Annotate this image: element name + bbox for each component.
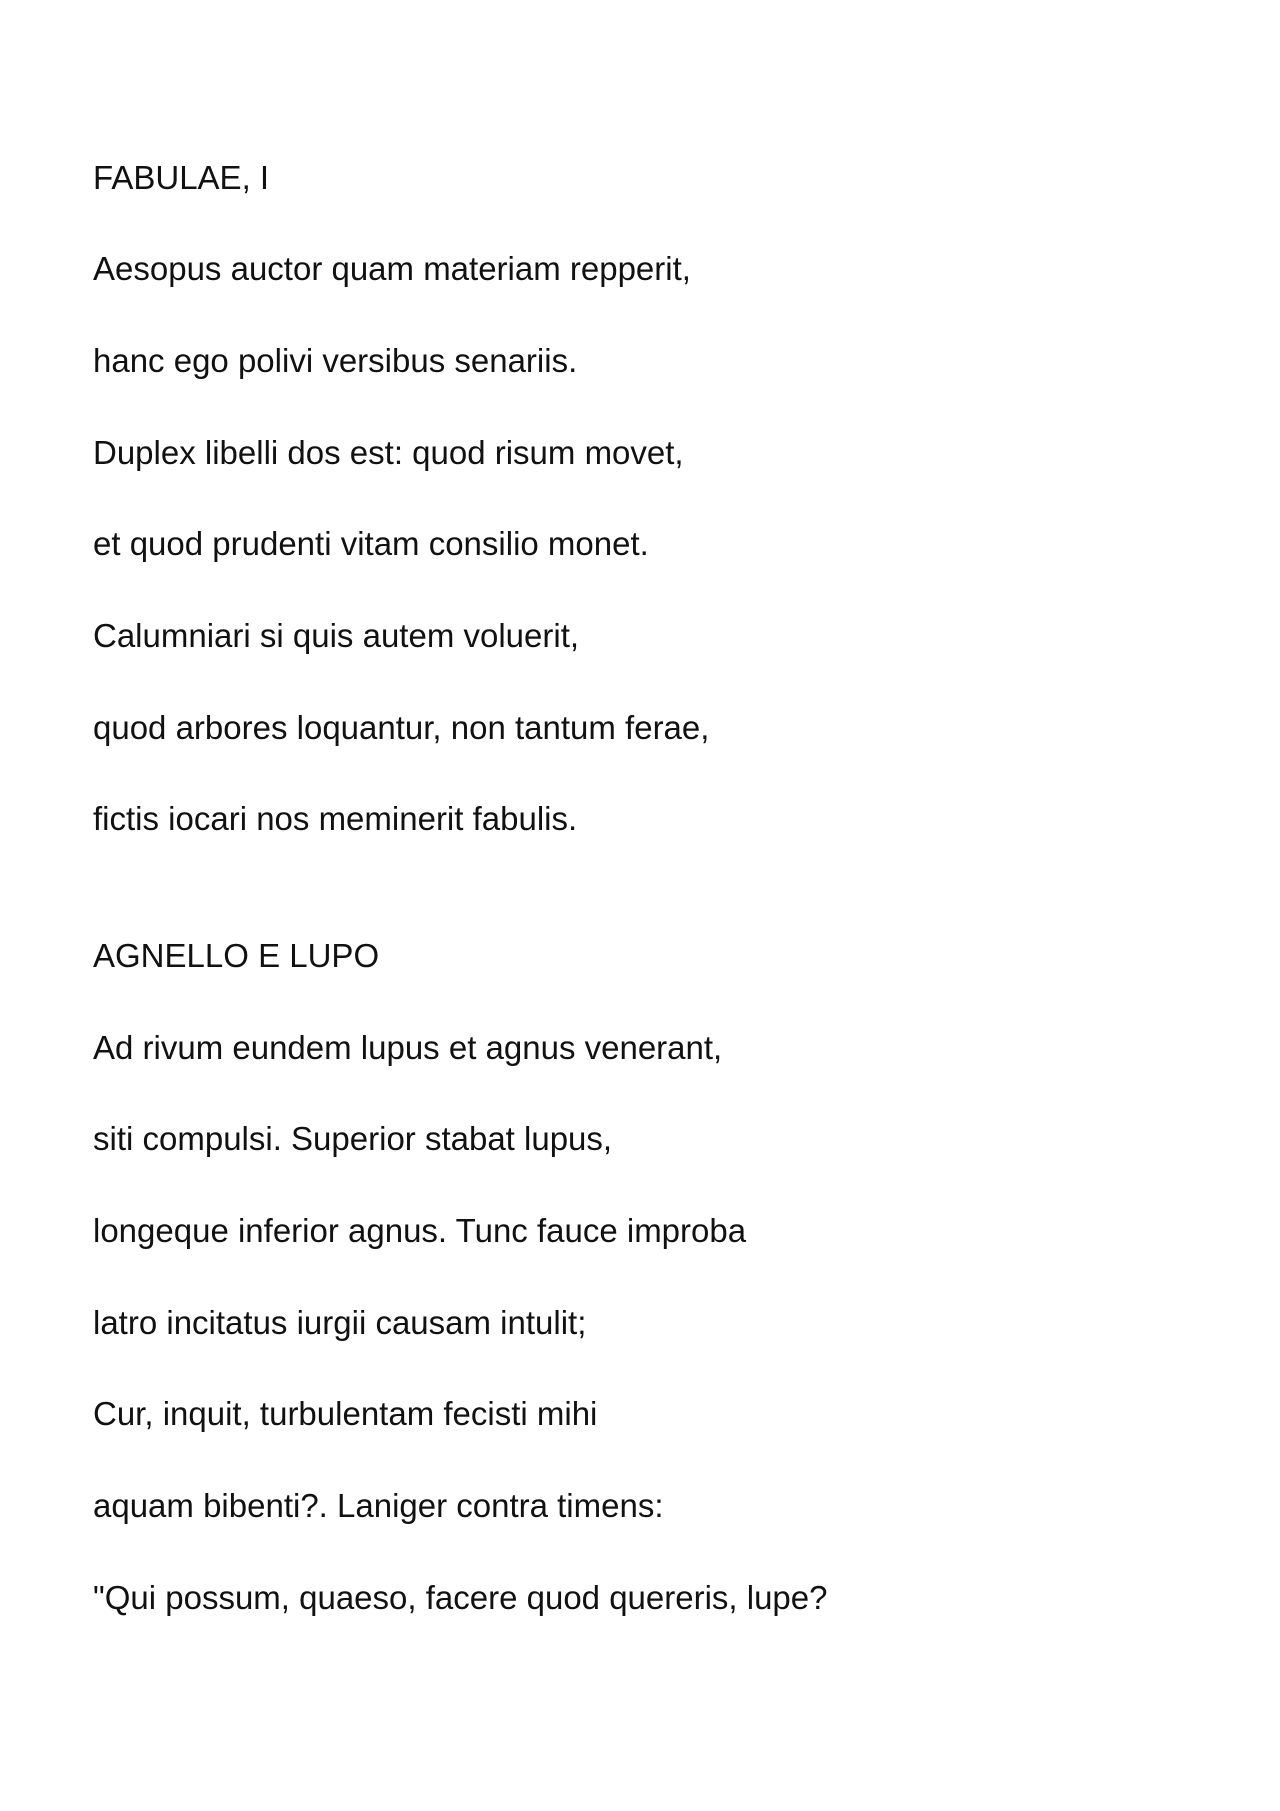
verse-line: fictis iocari nos meminerit fabulis.	[93, 800, 578, 837]
verse-line: siti compulsi. Superior stabat lupus,	[93, 1120, 613, 1157]
verse-line: et quod prudenti vitam consilio monet.	[93, 525, 649, 562]
verse-line: "Qui possum, quaeso, facere quod quereris, lupe?	[93, 1579, 828, 1616]
verse-line: Duplex libelli dos est: quod risum movet,	[93, 434, 684, 471]
verse-line: Aesopus auctor quam materiam repperit,	[93, 250, 691, 287]
verse-line: quod arbores loquantur, non tantum ferae,	[93, 709, 710, 746]
section-title-agnello-e-lupo: AGNELLO E LUPO	[93, 937, 380, 974]
verse-line: Calumniari si quis autem voluerit,	[93, 617, 580, 654]
verse-line: Cur, inquit, turbulentam fecisti mihi	[93, 1395, 598, 1432]
verse-line: aquam bibenti?. Laniger contra timens:	[93, 1487, 664, 1524]
verse-line: Ad rivum eundem lupus et agnus venerant,	[93, 1029, 723, 1066]
verse-line: latro incitatus iurgii causam intulit;	[93, 1304, 587, 1341]
verse-line: longeque inferior agnus. Tunc fauce improba	[93, 1212, 747, 1249]
verse-line: hanc ego polivi versibus senariis.	[93, 342, 578, 379]
section-title-fabulae: FABULAE, I	[93, 159, 270, 196]
